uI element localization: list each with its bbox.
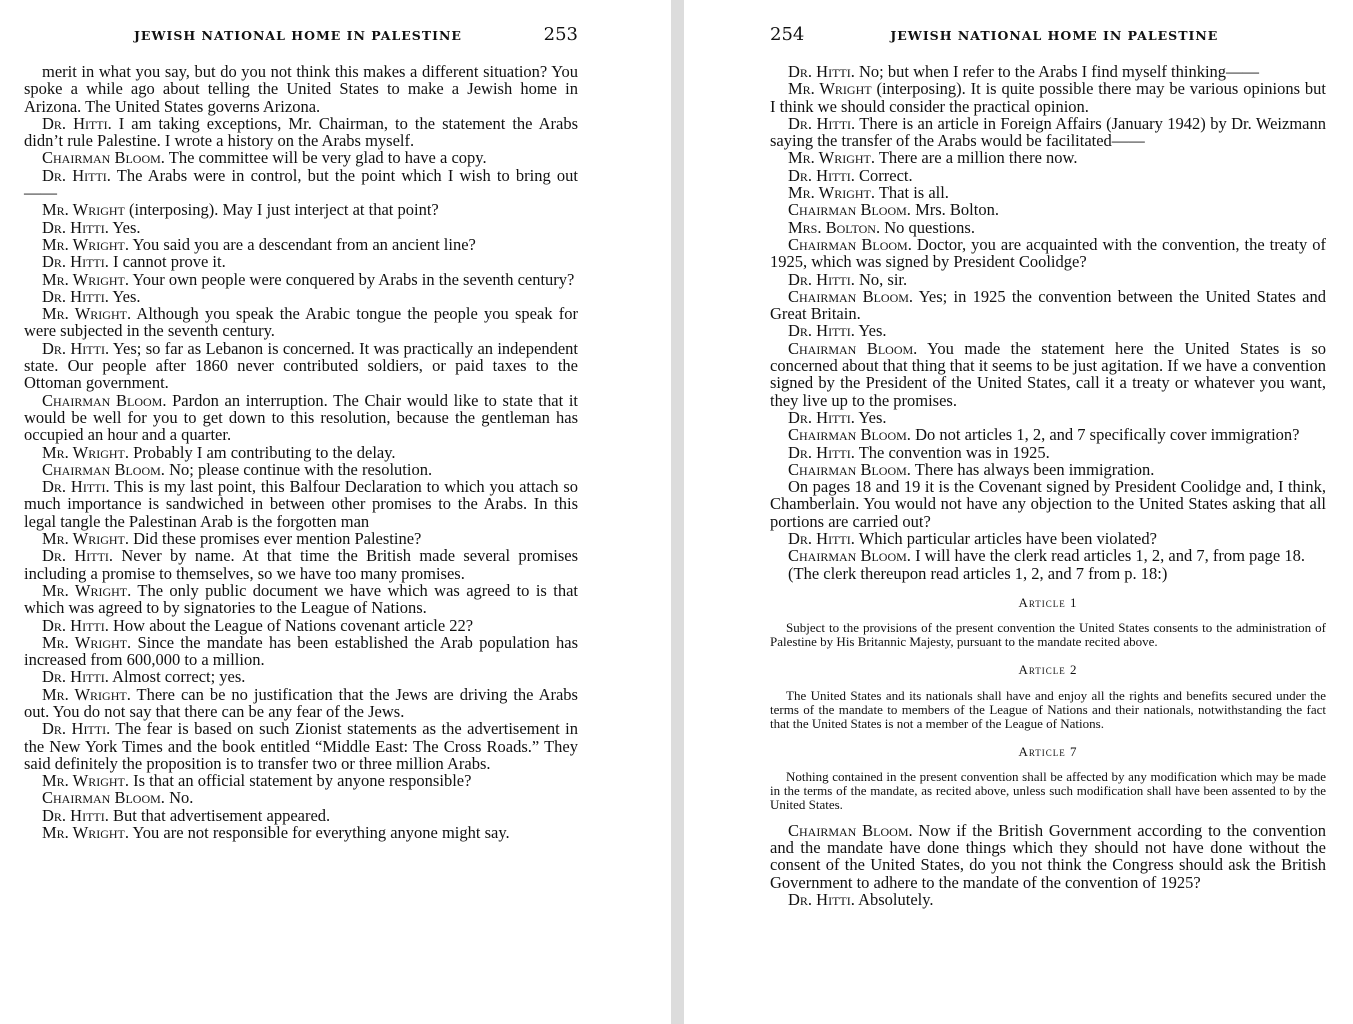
article-heading: Article 7 [1018,743,1078,759]
speaker-name: Chairman Bloom. [788,200,911,220]
speaker-name: Dr. Hitti. [788,529,855,549]
speaker-name: Mr. Wright. [42,632,132,652]
body-text [24,63,578,841]
speaker-name: Dr. Hitti. [42,719,111,739]
testimony-paragraph [770,271,1326,288]
paragraph-text: The fear is based on such Zionist statements as the advertisement in the New York Times and the book entitled “Middle East: The Cross Roads.” They said definitely the proposition is to transfer two or three million Arabs. [24,719,578,773]
testimony-paragraph [24,392,578,444]
paragraph-text: You are not responsible for everything anyone might say. [129,823,510,843]
testimony-paragraph [770,201,1326,218]
paragraph-text: Yes; in 1925 the convention between the United States and Great Britain. [770,286,1326,324]
speaker-name: Mr. Wright [42,200,125,220]
testimony-paragraph [770,115,1326,150]
speaker-name: Mrs. Bolton. [788,217,881,237]
paragraph-text: The committee will be very glad to have a copy. [164,148,487,168]
testimony-paragraph [770,236,1326,271]
speaker-name: Dr. Hitti. [42,615,109,635]
paragraph-text: Pardon an interruption. The Chair would like to state that it would be well for you to get down to this resolution, because the gentleman has occupied an hour and a quarter. [24,390,579,445]
speaker-name: Chairman Bloom. [788,459,911,479]
paragraph-text: Mrs. Bolton. [910,200,999,220]
speaker-name: Chairman Bloom. [788,546,911,566]
speaker-name: Mr. Wright. [42,269,129,289]
paragraph-text: No questions. [880,217,975,237]
running-head-title: JEWISH NATIONAL HOME IN PALESTINE [134,28,462,43]
paragraph-text: Yes. [108,286,141,306]
speaker-name: Chairman Bloom. [42,390,167,410]
speaker-name: Dr. Hitti. [788,889,855,909]
running-head [24,24,578,48]
paragraph-text: Which particular articles have been violated? [854,529,1157,549]
testimony-paragraph [770,461,1326,478]
testimony-paragraph [24,115,578,150]
speaker-name: Dr. Hitti. [788,269,855,289]
page-gutter [671,0,684,1024]
speaker-name: Dr. Hitti. [42,667,109,687]
speaker-name: Dr. Hitti. [788,442,855,462]
testimony-paragraph [770,288,1326,323]
testimony-paragraph [770,891,1326,908]
paragraph-text: Since the mandate has been established the Arab population has increased from 600,000 to a million. [24,632,578,670]
testimony-paragraph [770,219,1326,236]
speaker-name: Mr. Wright. [42,684,131,704]
speaker-name: Mr. Wright. [42,580,132,600]
testimony-paragraph [24,236,578,253]
article-text: Subject to the provisions of the present convention the United States consents to the administration of Palestine by His Britannic Majesty, pursuant to the mandate recited above. [770,620,1326,650]
paragraph-text: I cannot prove it. [108,252,226,272]
testimony-paragraph [24,340,578,392]
paragraph-text: The Arabs were in control, but the point which I wish to bring out—— [24,165,578,203]
testimony-paragraph [770,426,1326,443]
paragraph-text: No, sir. [854,269,908,289]
running-head [770,24,1330,48]
paragraph-text: I will have the clerk read articles 1, 2, and 7, from page 18. [910,546,1305,566]
testimony-paragraph [24,201,578,218]
paragraph-text: You said you are a descendant from an ancient line? [129,234,476,254]
speaker-name: Dr. Hitti. [42,338,110,358]
testimony-paragraph [24,547,578,582]
paragraph-text: On pages 18 and 19 it is the Covenant signed by President Coolidge and, I think, Chamberlain. You would not have any objection to the United States asking that all portions are carried out? [770,477,1326,531]
testimony-paragraph [770,565,1326,582]
right-page [684,0,1353,1024]
article-heading: Article 1 [1018,594,1078,610]
paragraph-text: (interposing). May I just interject at that point? [124,200,439,220]
testimony-paragraph [24,772,578,789]
paragraph-text: How about the League of Nations covenant article 22? [108,615,474,635]
testimony-paragraph [24,253,578,270]
speaker-name: Dr. Hitti. [788,321,855,341]
paragraph-text: Probably I am contributing to the delay. [129,442,396,462]
speaker-name: Chairman Bloom. [788,286,914,306]
speaker-name: Dr. Hitti. [42,286,109,306]
testimony-paragraph [24,478,578,530]
speaker-name: Mr. Wright. [42,234,129,254]
testimony-paragraph [24,530,578,547]
paragraph-text: There can be no justification that the Jews are driving the Arabs out. You do not say that there can be any fear of the Jews. [24,684,578,721]
testimony-paragraph [24,63,578,115]
speaker-name: Dr. Hitti. [42,217,109,237]
paragraph-text: There is an article in Foreign Affairs (January 1942) by Dr. Weizmann saying the transfer of the Arabs would be facilitated—— [770,113,1326,151]
paragraph-text: There are a million there now. [875,148,1078,168]
article-text: The United States and its nationals shall have and enjoy all the rights and benefits secured under the terms of the mandate to members of the League of Nations and their nationals, notwithstanding the fact that the United States is not a member of the League of Nations. [770,687,1326,731]
testimony-paragraph [770,149,1326,166]
paragraph-text: Do not articles 1, 2, and 7 specifically cover immigration? [910,425,1300,445]
speaker-name: Mr. Wright. [42,529,129,549]
testimony-paragraph [24,219,578,236]
page-number: 254 [770,24,805,45]
testimony-paragraph [24,807,578,824]
speaker-name: Chairman Bloom. [42,459,165,479]
speaker-name: Dr. Hitti. [42,252,109,272]
testimony-paragraph [770,547,1326,564]
testimony-paragraph [24,444,578,461]
paragraph-text: (The clerk thereupon read articles 1, 2, and 7 from p. 18:) [788,563,1168,583]
speaker-name: Mr. Wright. [788,148,875,168]
speaker-name: Dr. Hitti. [42,113,112,133]
article-text: Nothing contained in the present convention shall be affected by any modification which may be made in the terms of the mandate, as recited above, unless such modification shall have been assented to by the United States. [770,768,1326,812]
testimony-paragraph [24,461,578,478]
testimony-paragraph [770,340,1326,409]
paragraph-text: This is my last point, this Balfour Declaration to which you attach so much importance is sandwiched in between other promises to the Arabs. In this legal tangle the Palestinan Arab is the forgotten man [24,477,579,531]
speaker-name: Dr. Hitti. [788,62,855,81]
testimony-paragraph [770,822,1326,891]
speaker-name: Mr. Wright. [42,771,129,791]
paragraph-text: You made the statement here the United States is so concerned about that thing that it seems to be just agitation. If we have a convention signed by the President of the United States, call it a treaty or whatever you want, they live up to the promises. [770,338,1326,410]
paragraph-text: Yes. [108,217,141,237]
paragraph-text: Yes. [854,407,887,427]
paragraph-text: Now if the British Government according to the convention and the mandate have done things which they should not have done without the consent of the United States, do you not think the Congress should ask the British Government to adhere to the mandate of the convention of 1925? [770,820,1326,892]
speaker-name: Mr. Wright. [42,304,132,324]
speaker-name: Dr. Hitti. [42,546,114,566]
speaker-name: Chairman Bloom. [788,820,913,840]
articles-section [770,594,1326,812]
left-page [0,0,671,1024]
testimony-paragraph [770,444,1326,461]
testimony-paragraph [24,305,578,340]
paragraph-text: Correct. [854,165,913,185]
testimony-paragraph [770,530,1326,547]
testimony-paragraph [770,167,1326,184]
speaker-name: Dr. Hitti. [788,407,855,427]
testimony-paragraph [24,824,578,841]
testimony-paragraph [24,789,578,806]
paragraph-text: No; but when I refer to the Arabs I find myself thinking—— [854,62,1260,81]
speaker-name: Dr. Hitti. [788,165,855,185]
testimony-paragraph [24,617,578,634]
paragraph-text: Almost correct; yes. [108,667,246,687]
testimony-paragraph [24,288,578,305]
paragraph-text: merit in what you say, but do you not think this makes a different situation? You spoke a while ago about telling the United States to make a Jewish home in Arizona. The United States governs Arizona. [24,62,578,116]
paragraph-text: No. [164,788,194,808]
paragraph-text: Is that an official statement by anyone responsible? [129,771,472,791]
page-number: 253 [543,24,578,45]
speaker-name: Chairman Bloom. [42,148,165,168]
paragraph-text: Never by name. At that time the British made several promises including a promise to themselves, so we have too many promises. [24,546,578,583]
paragraph-text: Yes. [854,321,887,341]
testimony-paragraph [770,322,1326,339]
paragraph-text: No; please continue with the resolution. [164,459,433,479]
speaker-name: Mr. Wright. [788,183,875,203]
testimony-paragraph [24,149,578,166]
testimony-paragraph [770,478,1326,530]
testimony-paragraph [24,634,578,669]
article-heading: Article 2 [1018,662,1078,678]
speaker-name: Mr. Wright. [42,823,129,843]
testimony-paragraph [24,271,578,288]
paragraph-text: I am taking exceptions, Mr. Chairman, to the statement the Arabs didn’t rule Palestine. I wrote a history on the Arabs myself. [24,113,578,151]
speaker-name: Chairman Bloom. [42,788,165,808]
paragraph-text: The convention was in 1925. [854,442,1050,462]
testimony-paragraph [24,668,578,685]
paragraph-text: Absolutely. [854,889,934,909]
speaker-name: Chairman Bloom. [788,338,918,358]
testimony-paragraph [770,80,1326,115]
paragraph-text: Yes; so far as Lebanon is concerned. It was practically an independent state. Our people after 1860 never contributed soldiers, or paid taxes to the Ottoman government. [24,338,578,393]
body-text [770,63,1326,908]
testimony-paragraph [24,686,578,721]
speaker-name: Dr. Hitti. [42,805,109,825]
paragraph-text: There has always been immigration. [910,459,1155,479]
testimony-paragraph [24,167,578,202]
paragraph-text: Did these promises ever mention Palestine? [129,529,422,549]
paragraph-text: Doctor, you are acquainted with the convention, the treaty of 1925, which was signed by President Coolidge? [770,234,1327,272]
paragraph-text: The only public document we have which was agreed to is that which was agreed to by signatories to the League of Nations. [24,580,578,618]
testimony-paragraph [770,63,1326,80]
speaker-name: Mr. Wright [788,79,872,99]
paragraph-text: That is all. [875,183,949,203]
speaker-name: Dr. Hitti. [42,165,111,185]
speaker-name: Dr. Hitti. [42,477,110,497]
paragraph-text: Although you speak the Arabic tongue the people you speak for were subjected in the seventh century. [24,304,578,341]
running-head-title: JEWISH NATIONAL HOME IN PALESTINE [890,28,1219,43]
speaker-name: Mr. Wright. [42,442,129,462]
testimony-paragraph [770,184,1326,201]
speaker-name: Chairman Bloom. [788,425,911,445]
paragraph-text: But that advertisement appeared. [108,805,331,825]
paragraph-text: Your own people were conquered by Arabs in the seventh century? [129,269,575,289]
speaker-name: Dr. Hitti. [788,113,856,133]
testimony-paragraph [24,720,578,772]
paragraph-text: (interposing). It is quite possible there may be various opinions but I think we should consider the practical opinion. [770,79,1326,116]
testimony-paragraph [24,582,578,617]
speaker-name: Chairman Bloom. [788,234,912,254]
testimony-paragraph [770,409,1326,426]
